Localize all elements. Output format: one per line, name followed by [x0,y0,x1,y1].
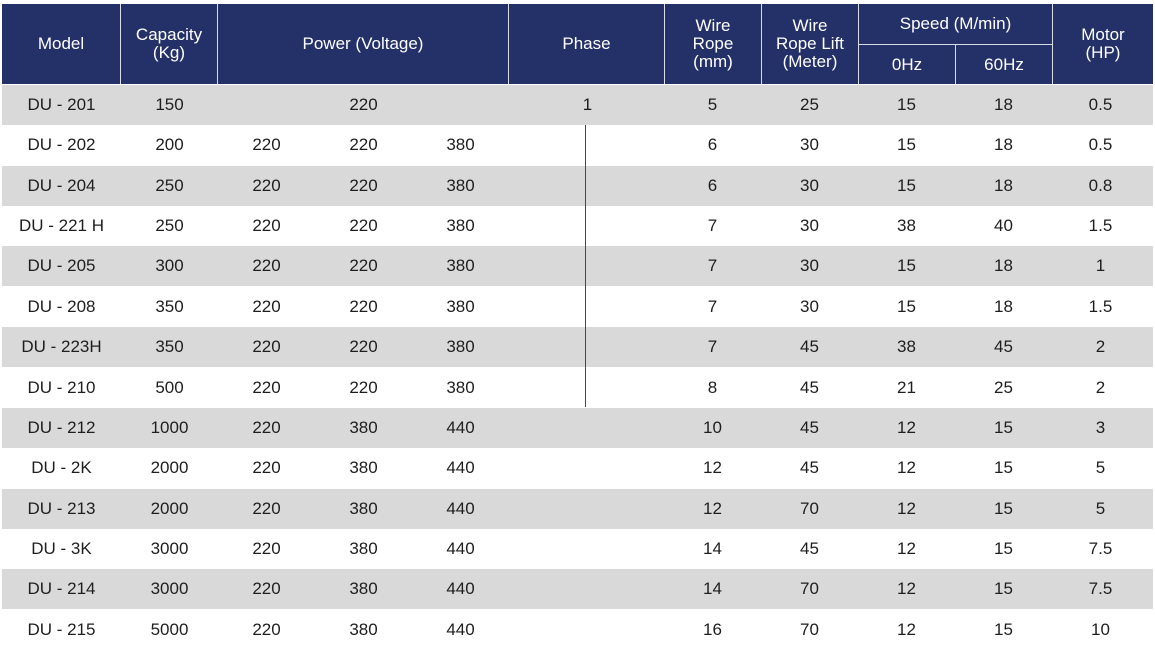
table-row [2,246,1153,286]
header-phase: Phase [562,34,611,53]
table-row [2,125,1153,165]
cell-motor: 7.5 [1088,579,1113,598]
cell-power-1: 220 [252,458,281,477]
cell-speed-0hz: 21 [897,378,916,397]
cell-capacity: 250 [155,216,184,235]
table-row [2,408,1153,448]
table-row [2,287,1153,327]
cell-speed-60hz: 18 [994,256,1013,275]
cell-model: DU - 215 [27,620,96,639]
cell-power-3: 380 [446,256,475,275]
cell-wire-rope: 7 [707,256,718,275]
cell-power-3: 380 [446,176,475,195]
cell-power-1: 220 [252,216,281,235]
table-row [2,489,1153,529]
cell-capacity: 3000 [150,579,189,598]
cell-wire-rope: 14 [703,579,722,598]
cell-wire-rope: 12 [703,499,722,518]
cell-speed-0hz: 12 [897,539,916,558]
cell-power-1: 220 [252,579,281,598]
cell-power-3: 440 [446,418,475,437]
cell-model: DU - 210 [27,378,96,397]
cell-capacity: 350 [155,337,184,356]
cell-wire-rope: 7 [707,337,718,356]
cell-power-2: 380 [349,499,378,518]
cell-model: DU - 213 [27,499,96,518]
cell-motor: 5 [1095,499,1106,518]
cell-power-2: 220 [349,95,378,114]
cell-power-2: 380 [349,539,378,558]
cell-power-3: 440 [446,579,475,598]
cell-power-2: 220 [349,337,378,356]
cell-wire-rope-lift: 45 [800,458,819,477]
cell-speed-60hz: 15 [994,579,1013,598]
cell-power-2: 220 [349,297,378,316]
cell-wire-rope: 7 [707,297,718,316]
cell-model: DU - 221 H [18,216,105,235]
cell-wire-rope-lift: 70 [800,499,819,518]
cell-motor: 0.5 [1088,95,1113,114]
table-row [2,610,1153,650]
cell-power-1: 220 [252,499,281,518]
cell-power-3: 440 [446,499,475,518]
cell-model: DU - 212 [27,418,96,437]
cell-power-2: 220 [349,216,378,235]
header-speed: Speed (M/min) [899,14,1012,33]
cell-motor: 1.5 [1088,297,1113,316]
table-row [2,569,1153,609]
cell-wire-rope: 16 [703,620,722,639]
cell-wire-rope: 12 [703,458,722,477]
header-capacity: Capacity (Kg) [135,25,203,62]
header-power: Power (Voltage) [302,34,424,53]
cell-speed-0hz: 12 [897,458,916,477]
cell-capacity: 3000 [150,539,189,558]
cell-speed-60hz: 18 [994,176,1013,195]
cell-wire-rope-lift: 30 [800,176,819,195]
cell-speed-60hz: 18 [994,135,1013,154]
header-wire-rope-lift: Wire Rope Lift (Meter) [775,16,845,71]
cell-capacity: 500 [155,378,184,397]
cell-speed-0hz: 12 [897,579,916,598]
cell-power-1: 220 [252,297,281,316]
cell-power-3: 380 [446,297,475,316]
cell-speed-60hz: 45 [994,337,1013,356]
cell-capacity: 2000 [150,499,189,518]
cell-wire-rope: 7 [707,216,718,235]
cell-motor: 1 [1095,256,1106,275]
cell-wire-rope-lift: 70 [800,620,819,639]
cell-capacity: 250 [155,176,184,195]
cell-power-1: 220 [252,620,281,639]
cell-capacity: 200 [155,135,184,154]
cell-power-1: 220 [252,256,281,275]
header-motor: Motor (HP) [1081,25,1125,62]
cell-power-1: 220 [252,418,281,437]
cell-wire-rope: 14 [703,539,722,558]
cell-wire-rope: 5 [707,95,718,114]
cell-capacity: 2000 [150,458,189,477]
cell-wire-rope-lift: 45 [800,539,819,558]
cell-power-2: 220 [349,256,378,275]
cell-power-1: 220 [252,378,281,397]
cell-wire-rope: 6 [707,135,718,154]
cell-motor: 2 [1095,337,1106,356]
cell-power-2: 220 [349,176,378,195]
cell-model: DU - 214 [27,579,96,598]
cell-power-3: 380 [446,135,475,154]
cell-power-1: 220 [252,539,281,558]
cell-speed-60hz: 40 [994,216,1013,235]
cell-speed-0hz: 15 [897,95,916,114]
cell-model: DU - 201 [27,95,96,114]
cell-wire-rope-lift: 30 [800,256,819,275]
cell-model: DU - 205 [27,256,96,275]
cell-power-2: 220 [349,378,378,397]
cell-wire-rope: 8 [707,378,718,397]
cell-speed-0hz: 38 [897,216,916,235]
table-row [2,529,1153,569]
table-row [2,448,1153,488]
cell-speed-60hz: 15 [994,499,1013,518]
cell-motor: 5 [1095,458,1106,477]
cell-speed-0hz: 12 [897,499,916,518]
cell-power-3: 380 [446,337,475,356]
table-row [2,206,1153,246]
cell-power-1: 220 [252,135,281,154]
header-speed-60hz: 60Hz [984,54,1024,74]
phase-merge-line [585,125,586,407]
cell-power-2: 220 [349,135,378,154]
cell-power-2: 380 [349,620,378,639]
cell-wire-rope: 10 [703,418,722,437]
table-row [2,166,1153,206]
cell-speed-60hz: 15 [994,620,1013,639]
cell-wire-rope-lift: 45 [800,418,819,437]
cell-speed-60hz: 15 [994,458,1013,477]
cell-speed-0hz: 38 [897,337,916,356]
cell-speed-0hz: 12 [897,418,916,437]
cell-speed-0hz: 12 [897,620,916,639]
cell-motor: 10 [1091,620,1110,639]
header-speed-0hz: 0Hz [891,54,923,74]
cell-model: DU - 208 [27,297,96,316]
header-model: Model [37,34,85,53]
cell-speed-60hz: 15 [994,539,1013,558]
cell-speed-0hz: 15 [897,256,916,275]
cell-speed-60hz: 15 [994,418,1013,437]
cell-wire-rope-lift: 25 [800,95,819,114]
cell-capacity: 150 [155,95,184,114]
cell-model: DU - 3K [31,539,92,558]
cell-model: DU - 202 [27,135,96,154]
cell-power-3: 440 [446,539,475,558]
cell-wire-rope-lift: 45 [800,337,819,356]
cell-wire-rope: 6 [707,176,718,195]
cell-model: DU - 204 [27,176,96,195]
cell-speed-0hz: 15 [897,176,916,195]
cell-motor: 7.5 [1088,539,1113,558]
cell-power-3: 380 [446,216,475,235]
cell-capacity: 300 [155,256,184,275]
table-row [2,327,1153,367]
header-wire-rope: Wire Rope (mm) [692,16,734,71]
cell-power-2: 380 [349,458,378,477]
cell-speed-0hz: 15 [897,135,916,154]
cell-motor: 3 [1095,418,1106,437]
cell-motor: 0.8 [1088,176,1113,195]
cell-wire-rope-lift: 30 [800,135,819,154]
cell-speed-60hz: 25 [994,378,1013,397]
cell-wire-rope-lift: 30 [800,216,819,235]
cell-speed-60hz: 18 [994,95,1013,114]
cell-capacity: 350 [155,297,184,316]
cell-model: DU - 2K [31,458,92,477]
cell-power-2: 380 [349,579,378,598]
cell-capacity: 5000 [150,620,189,639]
cell-wire-rope-lift: 70 [800,579,819,598]
cell-power-3: 440 [446,458,475,477]
cell-power-1: 220 [252,176,281,195]
table-row [2,368,1153,408]
cell-phase: 1 [582,95,593,114]
cell-motor: 0.5 [1088,135,1113,154]
cell-power-2: 380 [349,418,378,437]
cell-model: DU - 223H [21,337,102,356]
cell-capacity: 1000 [150,418,189,437]
cell-wire-rope-lift: 30 [800,297,819,316]
cell-motor: 1.5 [1088,216,1113,235]
cell-wire-rope-lift: 45 [800,378,819,397]
cell-power-3: 440 [446,620,475,639]
cell-power-1: 220 [252,337,281,356]
cell-motor: 2 [1095,378,1106,397]
cell-speed-60hz: 18 [994,297,1013,316]
cell-speed-0hz: 15 [897,297,916,316]
cell-power-3: 380 [446,378,475,397]
table-row [2,85,1153,125]
